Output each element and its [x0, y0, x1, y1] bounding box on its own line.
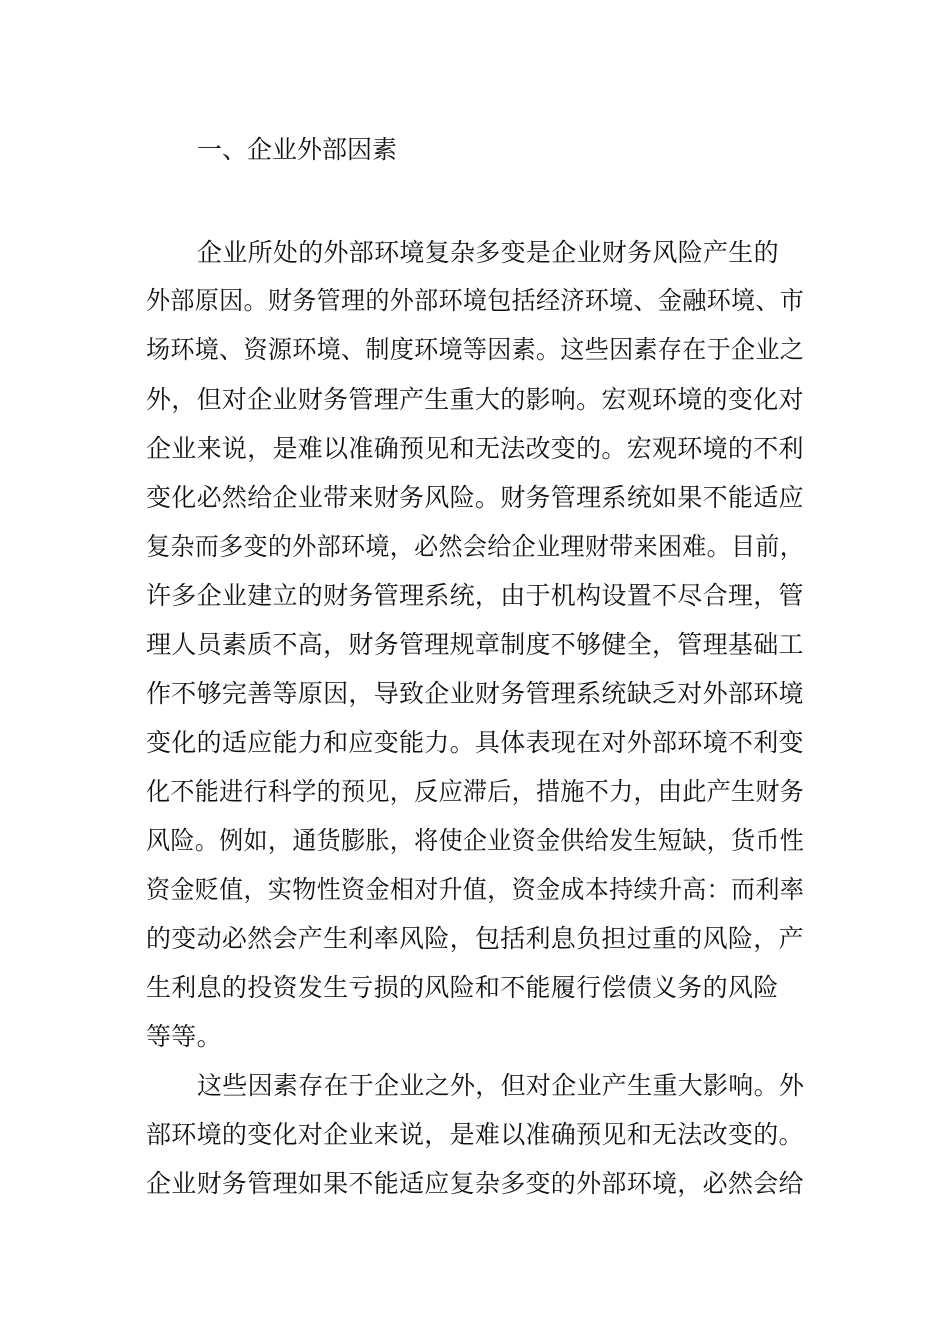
paragraph-line: 风险。例如，通货膨胀，将使企业资金供给发生短缺，货币性 — [146, 826, 805, 855]
paragraph-line: 变化必然给企业带来财务风险。财务管理系统如果不能适应 — [146, 483, 804, 512]
paragraph-line: 场环境、资源环境、制度环境等因素。这些因素存在于企业之 — [146, 335, 805, 364]
section-heading: 一、企业外部因素 — [197, 135, 398, 164]
paragraph-line: 生利息的投资发生亏损的风险和不能履行偿债义务的风险 — [146, 973, 779, 1002]
paragraph-line: 复杂而多变的外部环境，必然会给企业理财带来困难。目前， — [146, 532, 805, 561]
paragraph-line: 资金贬值，实物性资金相对升值，资金成本持续升高：而利率 — [146, 875, 805, 904]
paragraph-line: 外部原因。财务管理的外部环境包括经济环境、金融环境、市 — [146, 286, 805, 315]
paragraph-line: 企业财务管理如果不能适应复杂多变的外部环境，必然会给 — [146, 1169, 804, 1198]
paragraph-line: 这些因素存在于企业之外，但对企业产生重大影响。外 — [197, 1071, 805, 1100]
paragraph-line: 作不够完善等原因，导致企业财务管理系统缺乏对外部环境 — [146, 679, 804, 708]
paragraph-line: 的变动必然会产生利率风险，包括利息负担过重的风险，产 — [146, 924, 804, 953]
paragraph-line: 变化的适应能力和应变能力。具体表现在对外部环境不利变 — [146, 728, 804, 757]
paragraph-line: 外，但对企业财务管理产生重大的影响。宏观环境的变化对 — [146, 385, 804, 414]
paragraph-line: 等等。 — [146, 1022, 222, 1051]
paragraph-line: 许多企业建立的财务管理系统，由于机构设置不尽合理，管 — [146, 581, 804, 610]
paragraph-line: 企业来说，是难以准确预见和无法改变的。宏观环境的不利 — [146, 434, 804, 463]
paragraph-line: 企业所处的外部环境复杂多变是企业财务风险产生的 — [197, 238, 779, 267]
paragraph-line: 部环境的变化对企业来说，是难以准确预见和无法改变的。 — [146, 1120, 804, 1149]
paragraph-line: 理人员素质不高，财务管理规章制度不够健全，管理基础工 — [146, 630, 804, 659]
paragraph-line: 化不能进行科学的预见，反应滞后，措施不力，由此产生财务 — [146, 777, 805, 806]
